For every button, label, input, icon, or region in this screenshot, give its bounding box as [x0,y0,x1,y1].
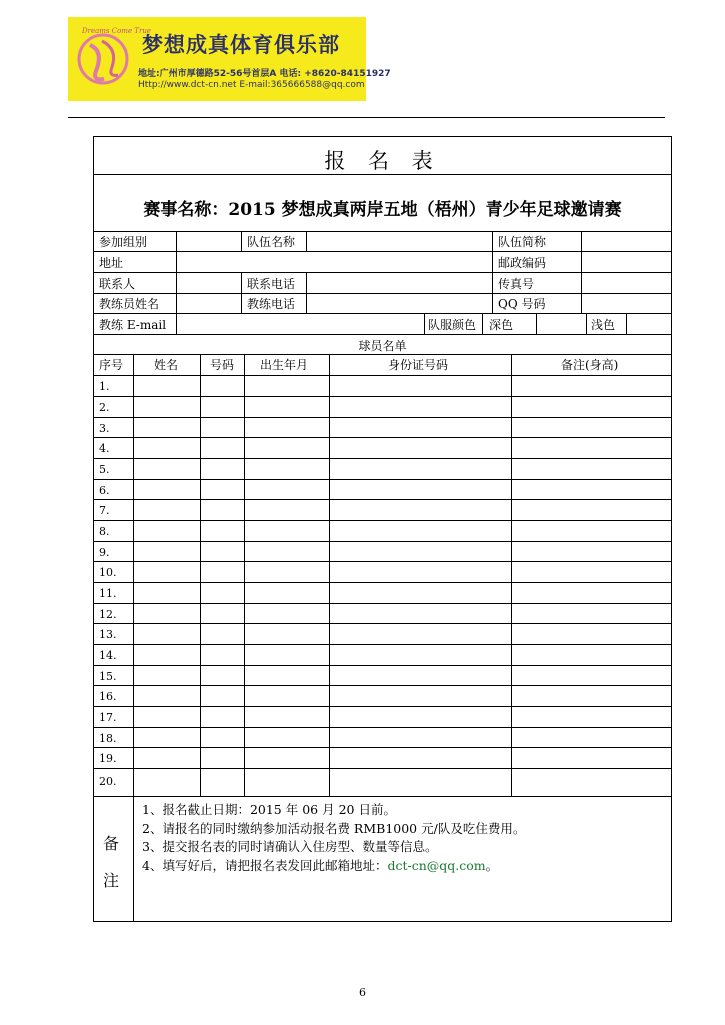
divider [94,706,671,707]
note-item: 3、提交报名表的同时请确认入住房型、数量等信息。 [142,839,438,854]
club-name: 梦想成真体育俱乐部 [142,33,340,57]
divider [94,623,671,624]
roster-row-number: 18. [99,732,117,745]
roster-header-no: 序号 [99,358,124,372]
roster-row-number: 7. [99,504,110,517]
registration-form [93,136,672,922]
roster-row-number: 12. [99,608,117,621]
note-item: 2、请报名的同时缴纳参加活动报名费 RMB1000 元/队及吃住费用。 [142,821,526,836]
roster-row-number: 16. [99,690,117,703]
divider [94,685,671,686]
divider [94,417,671,418]
divider [306,231,307,251]
notes-label-2: 注 [103,871,120,890]
roster-row-number: 8. [99,525,110,538]
note-item-4-suffix: 。 [485,858,499,873]
divider [306,272,307,313]
roster-row-number: 20. [99,775,117,788]
roster-header-number: 号码 [210,358,235,372]
divider [94,644,671,645]
divider [482,313,483,334]
divider [94,375,671,376]
notes-label-1: 备 [103,834,120,853]
divider [94,768,671,769]
divider [94,747,671,748]
roster-row-number: 5. [99,463,110,476]
divider [241,272,242,313]
label-postal-code: 邮政编码 [498,256,547,270]
divider [94,174,671,175]
divider [329,354,330,796]
club-address: 地址:广州市厚德路52-56号首层A 电话: +8620-84151927 [138,69,391,79]
label-qq: QQ 号码 [498,297,546,311]
divider [94,313,671,314]
divider [94,272,671,273]
divider [492,231,493,313]
label-fax: 传真号 [498,277,535,291]
roster-header-birth: 出生年月 [260,358,309,372]
divider [94,582,671,583]
label-group: 参加组别 [99,235,148,249]
divider [94,479,671,480]
label-address: 地址 [99,256,124,270]
roster-row-number: 15. [99,670,117,683]
club-web-email: Http://www.dct-cn.net E-mail:365666588@qq.com [138,80,365,90]
label-team-name: 队伍名称 [247,235,296,249]
divider [586,313,587,334]
event-name: 赛事名称：2015 梦想成真两岸五地（梧州）青少年足球邀请赛 [143,200,622,220]
divider [94,665,671,666]
note-item [142,856,498,874]
divider [94,396,671,397]
roster-row-number: 14. [99,649,117,662]
roster-row-number: 10. [99,566,117,579]
label-light: 浅色 [591,318,616,332]
divider [94,561,671,562]
roster-row-number: 9. [99,546,110,559]
divider [241,231,242,251]
label-uniform-color: 队服颜色 [428,318,477,332]
label-contact-phone: 联系电话 [247,277,296,291]
divider [176,231,177,334]
label-coach-name: 教练员姓名 [99,297,160,311]
divider [94,354,671,355]
divider [94,541,671,542]
logo-text: Dreams Come True [82,27,151,35]
divider [94,293,671,294]
header-divider [68,117,665,118]
roster-row-number: 11. [99,587,117,600]
contact-email-link[interactable]: dct-cn@qq.com [387,858,486,873]
divider [94,231,671,232]
roster-row-number: 4. [99,442,110,455]
divider [511,354,512,796]
page-number: 6 [359,986,366,999]
roster-row-number: 2. [99,401,110,414]
note-item: 1、报名截止日期：2015 年 06 月 20 日前。 [142,802,396,817]
divider [133,354,134,921]
divider [94,499,671,500]
roster-header-remark: 备注(身高) [561,358,619,372]
divider [424,313,425,334]
roster-row-number: 3. [99,422,110,435]
divider [94,251,671,252]
divider [581,231,582,313]
roster-row-number: 1. [99,380,110,393]
divider [94,437,671,438]
club-banner [68,17,391,101]
divider [94,796,671,797]
divider [94,334,671,335]
roster-header-name: 姓名 [154,358,179,372]
label-coach-phone: 教练电话 [247,297,296,311]
divider [536,313,537,334]
note-item-4-text: 4、填写好后，请把报名表发回此邮箱地址： [142,858,388,873]
club-logo [74,21,151,97]
divider [200,354,201,796]
label-dark: 深色 [489,318,514,332]
divider [244,354,245,796]
divider [94,458,671,459]
divider [94,603,671,604]
roster-row-number: 6. [99,484,110,497]
divider [626,313,627,334]
roster-row-number: 17. [99,711,117,724]
form-title: 报 名 表 [324,149,441,173]
divider [94,727,671,728]
roster-row-number: 13. [99,628,117,641]
roster-header-id: 身份证号码 [388,358,449,372]
roster-row-number: 19. [99,752,117,765]
divider [94,520,671,521]
label-team-abbr: 队伍简称 [498,235,547,249]
label-contact: 联系人 [99,277,136,291]
label-coach-email: 教练 E-mail [99,318,167,332]
roster-title: 球员名单 [358,339,407,353]
